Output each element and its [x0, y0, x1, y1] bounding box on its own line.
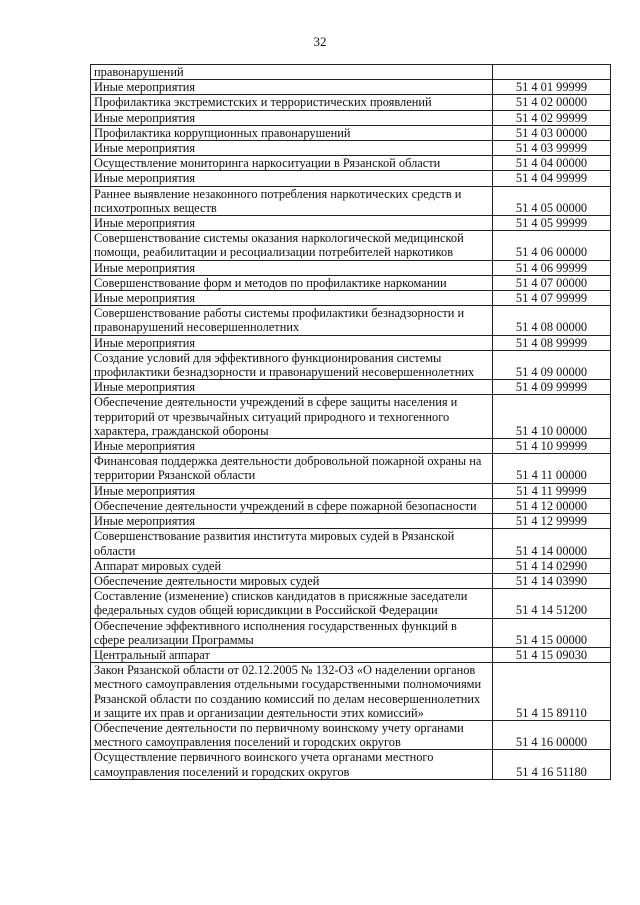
- program-item-name: Иные мероприятия: [91, 260, 493, 275]
- table-row: [91, 186, 611, 215]
- program-item-name: Иные мероприятия: [91, 514, 493, 529]
- target-article-code: 51 4 04 00000: [493, 156, 611, 171]
- table-row: [91, 275, 611, 290]
- program-item-name: Обеспечение деятельности мировых судей: [91, 573, 493, 588]
- program-item-name: Обеспечение деятельности учреждений в сфере пожарной безопасности: [91, 498, 493, 513]
- target-article-code: 51 4 15 09030: [493, 647, 611, 662]
- table-row: [91, 231, 611, 260]
- target-article-code: 51 4 08 99999: [493, 335, 611, 350]
- target-article-code: 51 4 05 00000: [493, 186, 611, 215]
- table-row: [91, 514, 611, 529]
- table-row: [91, 171, 611, 186]
- table-row: [91, 216, 611, 231]
- table-row: [91, 156, 611, 171]
- table-row: [91, 141, 611, 156]
- table-row: [91, 498, 611, 513]
- program-item-name: Иные мероприятия: [91, 439, 493, 454]
- target-article-code: 51 4 01 99999: [493, 80, 611, 95]
- target-article-code: 51 4 09 00000: [493, 350, 611, 379]
- target-article-code: 51 4 14 51200: [493, 589, 611, 618]
- target-article-code: 51 4 11 00000: [493, 454, 611, 483]
- target-article-code: 51 4 09 99999: [493, 380, 611, 395]
- table-row: [91, 618, 611, 647]
- target-article-code: 51 4 07 00000: [493, 275, 611, 290]
- table-row: [91, 483, 611, 498]
- target-article-code: 51 4 06 99999: [493, 260, 611, 275]
- program-item-name: Иные мероприятия: [91, 171, 493, 186]
- program-item-name: Составление (изменение) списков кандидатов в присяжные заседатели федеральных судов общей юрисдикции в Российской Федерации: [91, 589, 493, 618]
- program-item-name: Иные мероприятия: [91, 291, 493, 306]
- program-item-name: правонарушений: [91, 65, 493, 80]
- table-row: [91, 647, 611, 662]
- program-item-name: Обеспечение деятельности учреждений в сфере защиты населения и территорий от чрезвычайных ситуаций природного и техногенного характера, гражданской обороны: [91, 395, 493, 439]
- target-article-code: 51 4 02 00000: [493, 95, 611, 110]
- target-article-code: 51 4 10 00000: [493, 395, 611, 439]
- table-row: [91, 110, 611, 125]
- target-article-code: 51 4 15 00000: [493, 618, 611, 647]
- target-article-code: 51 4 08 00000: [493, 306, 611, 335]
- table-row: [91, 65, 611, 80]
- target-article-code: 51 4 02 99999: [493, 110, 611, 125]
- program-item-name: Иные мероприятия: [91, 380, 493, 395]
- table-row: [91, 558, 611, 573]
- table-row: [91, 573, 611, 588]
- program-item-name: Центральный аппарат: [91, 647, 493, 662]
- program-item-name: Профилактика коррупционных правонарушений: [91, 125, 493, 140]
- target-article-code: 51 4 03 00000: [493, 125, 611, 140]
- table-row: [91, 335, 611, 350]
- table-row: [91, 395, 611, 439]
- target-article-code: 51 4 04 99999: [493, 171, 611, 186]
- target-article-code: 51 4 03 99999: [493, 141, 611, 156]
- table-row: [91, 95, 611, 110]
- table-row: [91, 529, 611, 558]
- program-item-name: Совершенствование развития института мировых судей в Рязанской области: [91, 529, 493, 558]
- table-row: [91, 125, 611, 140]
- program-item-name: Профилактика экстремистских и террористических проявлений: [91, 95, 493, 110]
- target-article-code: 51 4 11 99999: [493, 483, 611, 498]
- table-row: [91, 306, 611, 335]
- target-article-code: 51 4 14 03990: [493, 573, 611, 588]
- table-row: [91, 350, 611, 379]
- program-item-name: Иные мероприятия: [91, 141, 493, 156]
- target-article-code: 51 4 06 00000: [493, 231, 611, 260]
- target-article-code: 51 4 15 89110: [493, 663, 611, 721]
- table-row: [91, 439, 611, 454]
- target-article-code: 51 4 16 00000: [493, 720, 611, 749]
- table-row: [91, 260, 611, 275]
- target-article-code: 51 4 05 99999: [493, 216, 611, 231]
- table-row: [91, 663, 611, 721]
- program-item-name: Раннее выявление незаконного потребления наркотических средств и психотропных веществ: [91, 186, 493, 215]
- table-row: [91, 589, 611, 618]
- target-article-code: 51 4 10 99999: [493, 439, 611, 454]
- target-article-code: 51 4 12 00000: [493, 498, 611, 513]
- program-item-name: Обеспечение деятельности по первичному воинскому учету органами местного самоуправления поселений и городских округов: [91, 720, 493, 749]
- program-item-name: Осуществление мониторинга наркоситуации в Рязанской области: [91, 156, 493, 171]
- program-item-name: Создание условий для эффективного функционирования системы профилактики безнадзорности и правонарушений несовершеннолетних: [91, 350, 493, 379]
- table-row: [91, 291, 611, 306]
- program-item-name: Осуществление первичного воинского учета органами местного самоуправления поселений и городских округов: [91, 750, 493, 779]
- target-article-code: 51 4 14 00000: [493, 529, 611, 558]
- target-article-code: 51 4 16 51180: [493, 750, 611, 779]
- program-item-name: Совершенствование работы системы профилактики безнадзорности и правонарушений несовершеннолетних: [91, 306, 493, 335]
- program-item-name: Обеспечение эффективного исполнения государственных функций в сфере реализации Программы: [91, 618, 493, 647]
- program-item-name: Закон Рязанской области от 02.12.2005 № 132-ОЗ «О наделении органов местного самоуправления отдельными государственными полномочиями Рязанской области по созданию комиссий по делам несовершеннолетних и защите их прав и организации деятельности этих комиссий»: [91, 663, 493, 721]
- program-item-name: Иные мероприятия: [91, 483, 493, 498]
- program-item-name: Совершенствование форм и методов по профилактике наркомании: [91, 275, 493, 290]
- table-row: [91, 720, 611, 749]
- target-article-code: 51 4 07 99999: [493, 291, 611, 306]
- program-item-name: Совершенствование системы оказания наркологической медицинской помощи, реабилитации и ресоциализации потребителей наркотиков: [91, 231, 493, 260]
- target-article-code: 51 4 12 99999: [493, 514, 611, 529]
- target-article-code: 51 4 14 02990: [493, 558, 611, 573]
- table-row: [91, 750, 611, 779]
- table-row: [91, 80, 611, 95]
- table-row: [91, 380, 611, 395]
- target-article-code: [493, 65, 611, 80]
- page-number: 32: [313, 34, 327, 49]
- budget-classification-table: [90, 64, 611, 780]
- program-item-name: Финансовая поддержка деятельности добровольной пожарной охраны на территории Рязанской области: [91, 454, 493, 483]
- program-item-name: Иные мероприятия: [91, 335, 493, 350]
- program-item-name: Иные мероприятия: [91, 80, 493, 95]
- program-item-name: Иные мероприятия: [91, 110, 493, 125]
- table-row: [91, 454, 611, 483]
- program-item-name: Аппарат мировых судей: [91, 558, 493, 573]
- program-item-name: Иные мероприятия: [91, 216, 493, 231]
